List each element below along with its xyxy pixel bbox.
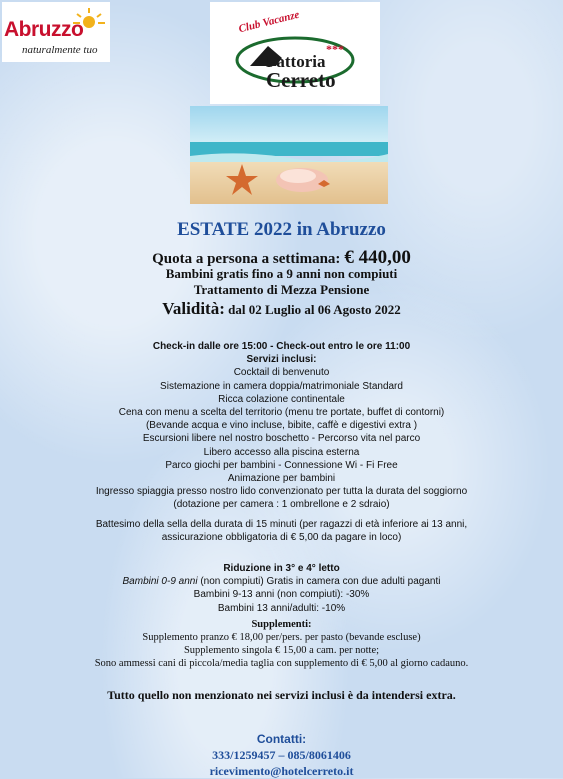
supplements-title: Supplementi:	[251, 619, 312, 630]
fattoria-wordmark: Fattoria	[266, 52, 326, 71]
contact-email[interactable]: ricevimento@hotelcerreto.it	[209, 764, 354, 778]
validity-label: Validità:	[162, 299, 225, 318]
service-item: (dotazione per camera : 1 ombrellone e 2 sdraio)	[173, 499, 390, 511]
supplements-block	[0, 618, 563, 670]
reduction-item: Bambini 9-13 anni (non compiuti): -30%	[193, 589, 370, 601]
reduction-item: Bambini 13 anni/adulti: -10%	[217, 602, 346, 614]
price-value: € 440,00	[344, 247, 411, 268]
reductions-block	[0, 562, 563, 615]
supplement-item: Sono ammessi cani di piccola/media taglia con supplemento di € 5,00 al giorno cadauno.	[94, 658, 469, 669]
children-free-line: Bambini gratis fino a 9 anni non compiuti	[165, 266, 398, 281]
rating-stars: ***	[326, 42, 344, 56]
service-item: Animazione per bambini	[227, 473, 336, 485]
contact-phone[interactable]: 333/1259457 – 085/8061406	[212, 748, 351, 762]
abruzzo-logo	[2, 2, 110, 62]
service-item: Escursioni libere nel nostro boschetto - Percorso vita nel parco	[142, 433, 421, 445]
board-type-line: Trattamento di Mezza Pensione	[193, 282, 370, 297]
horse-riding-insurance-line: assicurazione obbligatoria di € 5,00 da pagare in loco)	[161, 531, 402, 543]
service-item: Parco giochi per bambini - Connessione Wi - Fi Free	[165, 459, 398, 471]
abruzzo-wordmark: Abruzzo	[4, 18, 84, 41]
service-item: (Bevande acqua e vino incluse, bibite, caffè e digestivi extra )	[145, 420, 418, 432]
service-item: Cena con menu a scelta del territorio (menu tre portate, buffet di contorni)	[118, 407, 445, 419]
service-item: Ingresso spiaggia presso nostro lido convenzionato per tutta la durata del soggiorno	[95, 486, 468, 498]
price-label: Quota a persona a settimana:	[152, 251, 341, 267]
services-title: Servizi inclusi:	[246, 354, 317, 366]
service-item: Libero accesso alla piscina esterna	[203, 446, 360, 458]
service-item: Ricca colazione continentale	[218, 393, 345, 405]
reduction-item: Bambini 0-9 anni (non compiuti) Gratis in camera con due adulti paganti	[122, 576, 441, 588]
beach-photo	[190, 106, 388, 204]
validity-dates: dal 02 Luglio al 06 Agosto 2022	[224, 302, 401, 317]
service-item: Cocktail di benvenuto	[233, 367, 330, 379]
offer-headline: ESTATE 2022 in Abruzzo	[177, 219, 386, 240]
extras-note: Tutto quello non menzionato nei servizi inclusi è da intendersi extra.	[107, 688, 456, 702]
service-item: Sistemazione in camera doppia/matrimoniale Standard	[160, 380, 403, 392]
contacts-title: Contatti:	[256, 732, 307, 746]
club-vacanze-label: Club Vacanze	[237, 8, 301, 36]
included-services-block	[0, 340, 563, 544]
checkin-line: Check-in dalle ore 15:00 - Check-out entro le ore 11:00	[152, 341, 411, 352]
contacts-block	[0, 731, 563, 779]
abruzzo-tagline: naturalmente tuo	[22, 44, 98, 56]
supplement-item: Supplemento pranzo € 18,00 per/pers. per pasto (bevande escluse)	[142, 632, 421, 643]
cerreto-wordmark: Cerreto	[266, 68, 336, 92]
reductions-title: Riduzione in 3° e 4° letto	[223, 563, 340, 574]
fattoria-cerreto-logo	[210, 2, 380, 104]
supplement-item: Supplemento singola € 15,00 a cam. per notte;	[183, 645, 380, 656]
validity-line	[0, 299, 563, 319]
horse-riding-line: Battesimo della sella della durata di 15 minuti (per ragazzi di età inferiore ai 13 anni,	[95, 518, 468, 530]
